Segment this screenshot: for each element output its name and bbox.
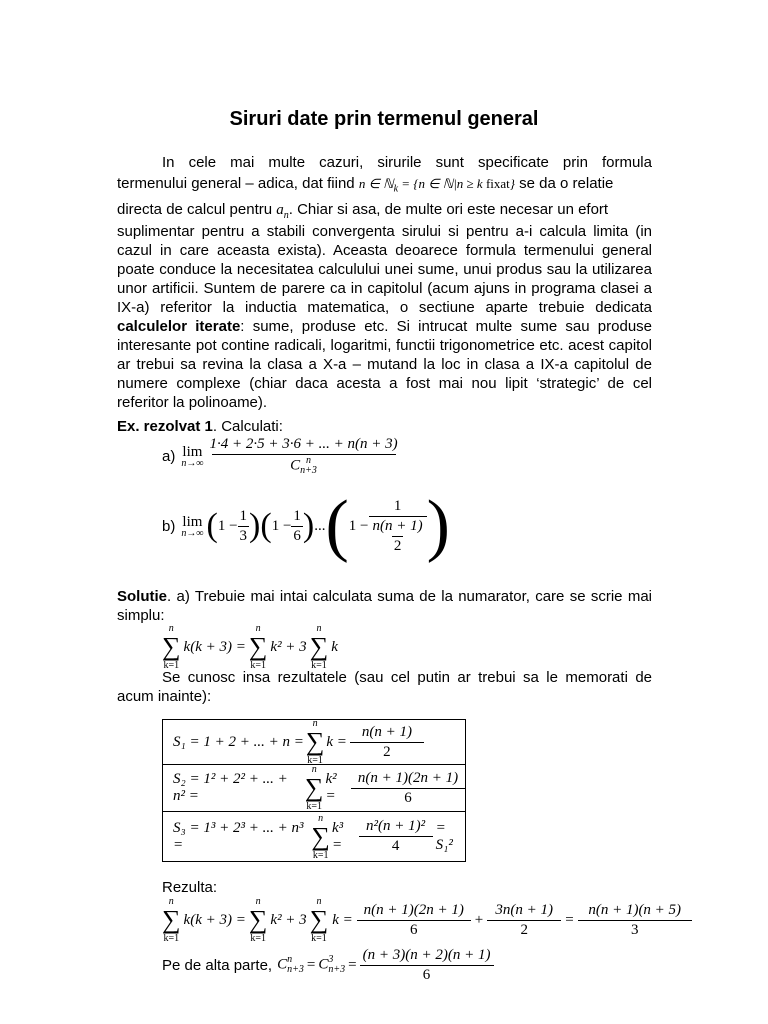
set-rest: = {n ∈ ℕ|n ≥ k — [398, 176, 486, 191]
result-label: Rezulta: — [162, 879, 218, 896]
other-den: 6 — [360, 965, 494, 984]
fraction-a — [207, 436, 399, 476]
b-f3-inner — [371, 518, 425, 555]
limit-b — [181, 514, 203, 539]
s2-mid: k² = — [325, 771, 337, 804]
example-a — [162, 436, 400, 476]
sigma-1-bot: k=1 — [163, 660, 180, 671]
s1-sigma-bot: k=1 — [307, 755, 323, 766]
r-sigma-1 — [162, 896, 181, 944]
r-sigma-3-top: n — [316, 896, 322, 907]
lim-text-b: lim — [182, 513, 203, 530]
s1-sigma-top: n — [312, 718, 318, 729]
s1-num: n(n + 1) — [361, 723, 412, 740]
sigma-1 — [162, 623, 181, 671]
other-c1-sub: n+3 — [287, 964, 304, 975]
other-c2-sub: n+3 — [328, 964, 346, 975]
paren-open-3: ( — [325, 487, 349, 564]
sigma-symbol: ∑ — [162, 905, 181, 934]
sigma-1-top: n — [168, 623, 174, 634]
solution-body: . a) Trebuie mai intai calculata suma de la numarator, care se scrie mai simplu: — [117, 588, 652, 624]
r-sigma-3-bot: k=1 — [311, 933, 327, 944]
paren-open-2: ( — [260, 507, 272, 544]
b-f3-inner-den: 2 — [393, 537, 402, 554]
table-row-s1 — [163, 720, 465, 765]
other-c2-letter: C — [318, 956, 329, 973]
r-sigma-2-top: n — [255, 896, 261, 907]
s1-mid: k = — [326, 733, 347, 750]
other-c1-sup: n — [287, 954, 293, 965]
r-frac-1 — [357, 902, 471, 939]
r-f3-den: 3 — [578, 920, 692, 939]
intro-body-text: suplimentar pentru a stabili convergenta sirului si pentru a-i calcula limita (in cazul in care aceasta exista). Aceasta deoarece formula termenului general poate conduce la necesitatea calculului unei sume, unui produs sau la utilizarea unor artificii. Suntem de parere ca in capitolul (acum ajuns in programa clasei a IX-a) referitor la inductia matematica, o sectiune aparte trebuie dedicata — [117, 223, 652, 316]
example-rest: . Calculati: — [212, 418, 283, 435]
other-c1-letter: C — [277, 956, 288, 973]
s3-den: 4 — [359, 836, 433, 855]
b-frac-2 — [291, 508, 303, 545]
intro-line2-text: termenului general – adica, dat fiind — [117, 175, 355, 192]
sigma-3-top: n — [316, 623, 322, 634]
c-sup: n — [306, 455, 312, 466]
lim-sub: n→∞ — [181, 457, 204, 469]
sum-eq-rhs: k — [331, 638, 338, 655]
paren-close-1: ) — [249, 507, 261, 544]
table-row-s3 — [163, 812, 465, 861]
example-heading — [117, 418, 283, 435]
sigma-symbol: ∑ — [305, 727, 325, 756]
a-n — [276, 202, 289, 221]
s2-frac — [351, 770, 465, 807]
table-row-s2 — [163, 765, 465, 812]
s3-sigma-top: n — [318, 812, 324, 824]
other-eq2: = — [348, 956, 357, 973]
r-lhs: k(k + 3) = — [183, 911, 246, 928]
r-frac-2 — [487, 902, 561, 939]
b-f1-den: 3 — [239, 527, 248, 544]
b-frac-1 — [238, 508, 250, 545]
sigma-symbol: ∑ — [162, 632, 181, 661]
intro-line1 — [162, 154, 652, 171]
other-c1 — [277, 955, 304, 975]
other-frac — [360, 947, 494, 984]
example-b — [162, 486, 450, 566]
set-def: n ∈ ℕ — [358, 176, 394, 191]
sum-eq-mid: k² + 3 — [270, 638, 307, 655]
sigma-symbol: ∑ — [248, 632, 268, 661]
intro-bold-text: calculelor iterate — [117, 318, 241, 335]
sigma-3-bot: k=1 — [311, 660, 327, 671]
page-title: Siruri date prin termenul general — [229, 108, 539, 130]
result-equation — [162, 898, 692, 942]
sigma-symbol: ∑ — [309, 632, 329, 661]
intro-line2 — [117, 175, 657, 195]
sigma-2-bot: k=1 — [250, 660, 266, 671]
intro-line2b-text: se da o relatie — [519, 175, 614, 192]
b-f2-num: 1 — [293, 507, 301, 524]
b-expr2: 1 − — [271, 517, 292, 534]
intro-line3b-text: . Chiar si asa, de multe ori este necesar un efort — [288, 201, 609, 218]
s1-lhs: S₁ = 1 + 2 + ... + n = — [173, 733, 304, 750]
limit-a — [181, 444, 203, 469]
s3-mid: k³ = — [331, 819, 344, 853]
paren-close-3: ) — [426, 487, 450, 564]
r-eq: = — [565, 911, 574, 928]
intro-line3-text: directa de calcul pentru — [117, 201, 273, 218]
sigma-symbol: ∑ — [248, 905, 268, 934]
s3-lhs: S₃ = 1³ + 2³ + ... + n³ = — [173, 819, 304, 853]
b-f3-den — [369, 516, 427, 555]
paren-close-2: ) — [302, 507, 315, 544]
other-eq: = — [306, 956, 316, 973]
r-f2-num: 3n(n + 1) — [495, 901, 554, 918]
sigma-symbol: ∑ — [311, 821, 330, 851]
sigma-symbol: ∑ — [304, 773, 324, 802]
r-sigma-2-bot: k=1 — [250, 933, 266, 944]
a-n-sub: n — [283, 210, 289, 221]
example-a-label: a) — [162, 447, 176, 465]
other-c2 — [318, 955, 345, 975]
known-text: Se cunosc insa rezultatele (sau cel putin ar trebui sa le memorati de acum inainte): — [117, 669, 652, 705]
r-f1-den: 6 — [357, 920, 471, 939]
sum-eq-lhs: k(k + 3) = — [183, 638, 246, 655]
b-f2-den: 6 — [293, 527, 301, 544]
b-expr1: 1 − — [217, 517, 238, 534]
intro-line1-text: In cele mai multe cazuri, sirurile sunt specificate prin formula — [162, 154, 652, 171]
other-equation — [162, 944, 494, 986]
b-expr3: 1 − — [348, 517, 369, 534]
s2-sigma — [305, 764, 324, 812]
sigma-2 — [249, 623, 268, 671]
s1-sigma — [306, 718, 325, 766]
other-c2-sup: 3 — [328, 954, 334, 965]
r-mid2: k = — [332, 911, 353, 928]
s2-den: 6 — [351, 788, 465, 807]
r-f1-num: n(n + 1)(2n + 1) — [363, 901, 464, 918]
fraction-a-den — [212, 454, 396, 476]
other-text: Pe de alta parte, — [162, 956, 273, 974]
b-f3-num: 1 — [393, 497, 402, 514]
r-sigma-1-bot: k=1 — [163, 933, 180, 944]
solution-label: Solutie — [117, 588, 168, 605]
set-definition — [358, 176, 515, 195]
intro-line3 — [117, 201, 657, 221]
set-k: k — [393, 183, 399, 195]
other-num: (n + 3)(n + 2)(n + 1) — [362, 946, 491, 963]
r-sigma-3 — [310, 896, 329, 944]
b-dots: ... — [314, 517, 326, 534]
example-label: Ex. rezolvat 1 — [117, 418, 213, 435]
fraction-a-num: 1·4 + 2·5 + 3·6 + ... + n(n + 3) — [209, 436, 398, 452]
a-n-letter: a — [276, 202, 284, 218]
s3-rhs: = S₁² — [435, 819, 453, 853]
solution-text — [117, 587, 652, 625]
b-f1-num: 1 — [239, 507, 248, 524]
lim-text: lim — [182, 443, 203, 460]
intro-body — [117, 222, 652, 412]
r-f3-num: n(n + 1)(n + 5) — [588, 901, 682, 918]
r-f2-den: 2 — [487, 920, 561, 939]
sigma-3 — [310, 623, 329, 671]
r-plus: + — [474, 911, 484, 928]
sum-identity — [162, 623, 338, 671]
r-frac-3 — [578, 902, 692, 939]
s3-sigma — [311, 813, 330, 861]
s1-den: 2 — [350, 742, 424, 761]
paren-open-1: ( — [206, 507, 218, 544]
s3-num: n²(n + 1)² — [366, 818, 426, 834]
r-sigma-2 — [249, 896, 268, 944]
c-sub: n+3 — [300, 465, 317, 476]
r-sigma-1-top: n — [168, 896, 174, 907]
example-b-label: b) — [162, 517, 176, 535]
sigma-2-top: n — [255, 623, 261, 634]
intro-body2-text: : sume, produse etc. Si intrucat multe sume sau produse interesante pot contine radicali, logaritmi, functii trigonometrice etc. acest capitol ar trebui sa revina la clasa a X-a – mutand la loc in clasa a IX-a capitolul de numere complexe (chiar daca acesta a fost mai nou lipit ‘strategic’ de cel referitor la polinoame). — [117, 318, 653, 411]
s2-sigma-top: n — [311, 764, 317, 775]
s2-num: n(n + 1)(2n + 1) — [357, 769, 459, 786]
sigma-symbol: ∑ — [309, 905, 329, 934]
b-f3-inner-num: n(n + 1) — [372, 517, 423, 534]
formula-table — [162, 719, 466, 862]
s3-frac — [359, 818, 433, 855]
r-mid: k² + 3 — [270, 911, 307, 928]
c-letter: C — [290, 457, 301, 474]
s1-frac — [350, 724, 424, 761]
s2-sigma-bot: k=1 — [306, 801, 323, 812]
s2-lhs: S₂ = 1² + 2² + ... + n² = — [173, 771, 288, 804]
lim-sub-b: n→∞ — [181, 527, 204, 539]
set-fixat: fixat — [485, 176, 510, 191]
b-frac-3 — [369, 498, 427, 555]
set-close: } — [509, 176, 515, 191]
s3-sigma-bot: k=1 — [312, 849, 329, 861]
